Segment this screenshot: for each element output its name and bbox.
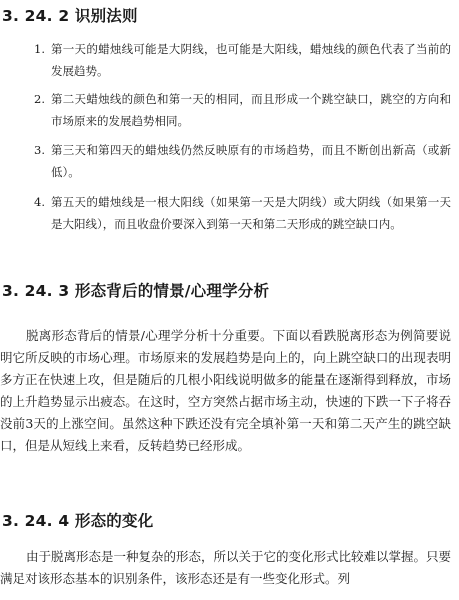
list-item-text: 第二天蜡烛线的颜色和第一天的相同，而且形成一个跳空缺口，跳空的方向和市场原来的发展趋势相同。 — [51, 92, 451, 128]
list-item — [0, 139, 459, 191]
body-paragraph-variations: 由于脱离形态是一种复杂的形态，所以关于它的变化形式比较难以掌握。只要满足对该形态基本的识别条件，该形态还是有一些变化形式。列 — [0, 549, 452, 586]
identification-rules-list — [0, 38, 459, 251]
list-item-text: 第三天和第四天的蜡烛线仍然反映原有的市场趋势，而且不断创出新高（或新低）。 — [51, 143, 451, 179]
list-item-number: 1. — [34, 42, 45, 56]
section-heading-psychology-analysis: 3. 24. 3 形态背后的情景/心理学分析 — [2, 282, 270, 300]
list-item-number: 3. — [34, 143, 45, 157]
list-item-text: 第一天的蜡烛线可能是大阴线，也可能是大阳线，蜡烛线的颜色代表了当前的发展趋势。 — [51, 42, 451, 78]
list-item — [0, 88, 459, 139]
body-paragraph-psychology: 脱离形态背后的情景/心理学分析十分重要。下面以看跌脱离形态为例简要说明它所反映的市场心理。市场原来的发展趋势是向上的，向上跳空缺口的出现表明多方正在快速上攻，但是随后的几根小阳线说明做多的能量在逐渐得到释放，市场的上升趋势显示出疲态。在这时，空方突然占据市场主动，快速的下跌一下子将吞没前3天的上涨空间。虽然这种下跌还没有完全填补第一天和第二天产生的跳空缺口，但是从短线上来看，反转趋势已经形成。 — [0, 328, 451, 453]
list-item — [0, 38, 459, 88]
section-heading-identification-rules: 3. 24. 2 识别法则 — [2, 7, 138, 25]
list-item — [0, 191, 459, 251]
list-item-text: 第五天的蜡烛线是一根大阳线（如果第一天是大阴线）或大阴线（如果第一天是大阳线），而且收盘价要深入到第一天和第二天形成的跳空缺口内。 — [51, 195, 451, 231]
list-item-number: 2. — [34, 92, 45, 106]
list-item-number: 4. — [34, 195, 45, 209]
section-heading-pattern-variations: 3. 24. 4 形态的变化 — [2, 512, 154, 530]
